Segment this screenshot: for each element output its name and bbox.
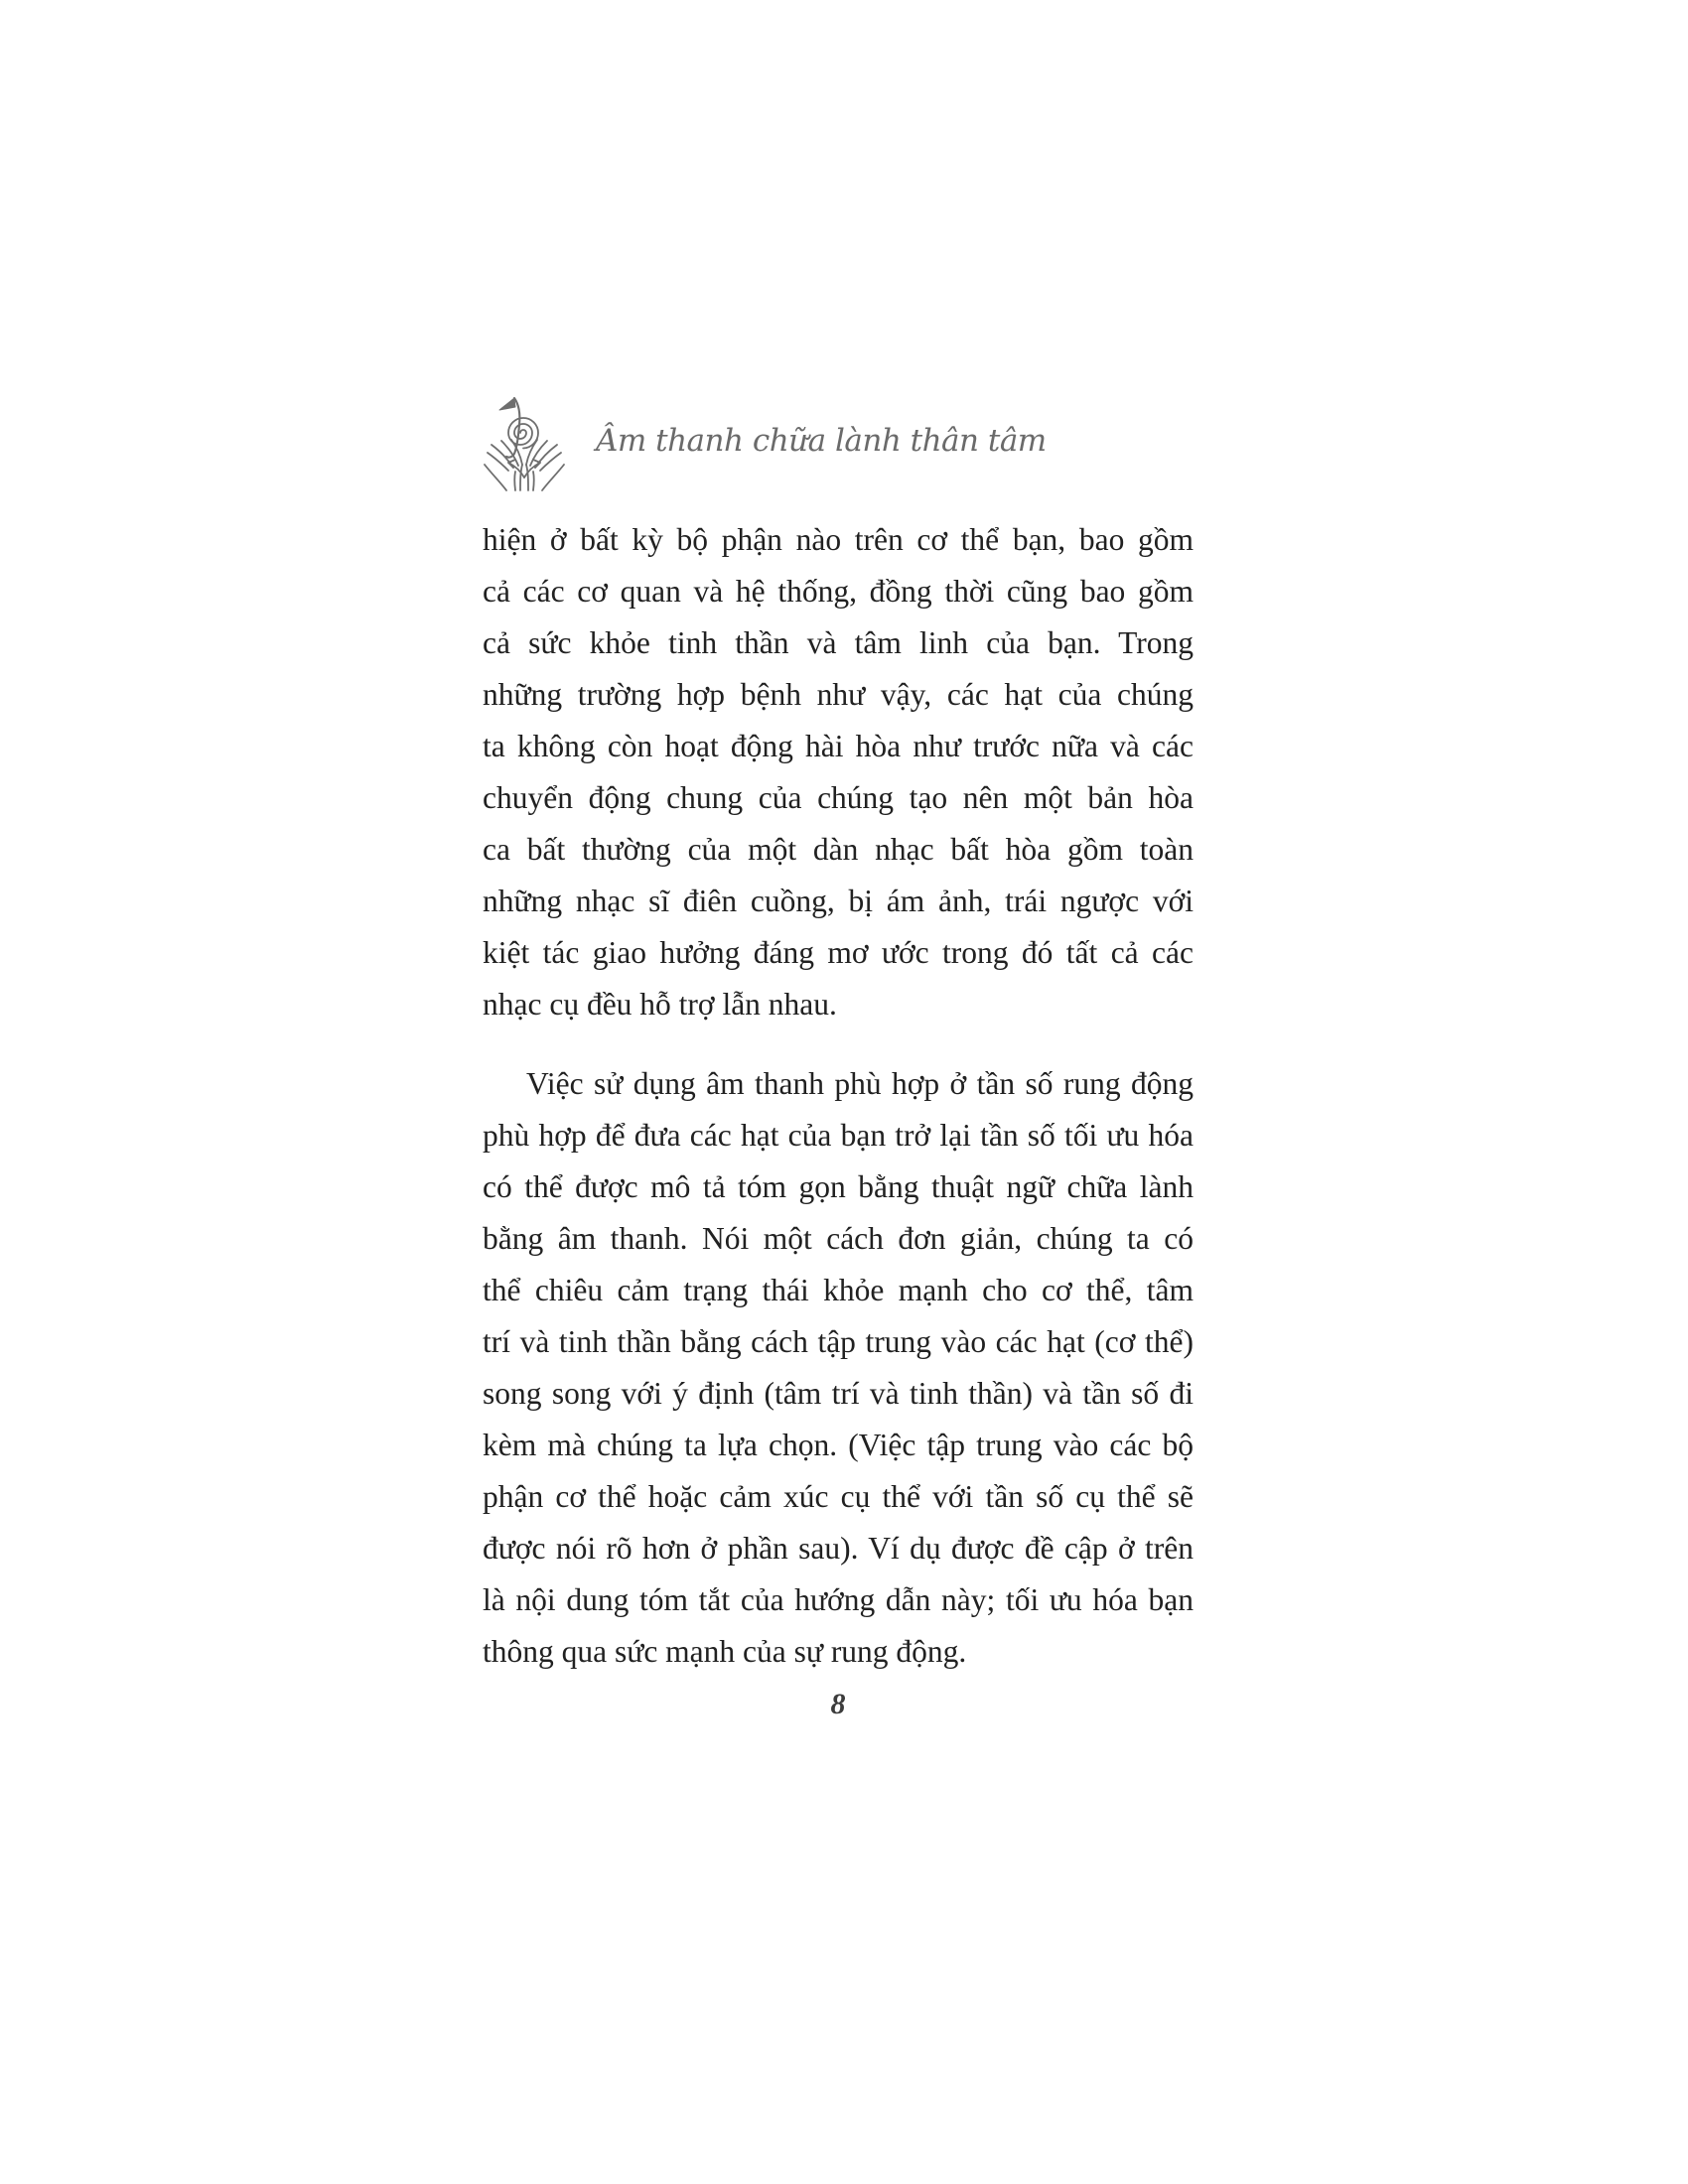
text-line: song song với ý định (tâm trí và tinh thần) và tần số đi <box>483 1376 1194 1411</box>
text-line: ta không còn hoạt động hài hòa như trước nữa và các <box>483 729 1194 763</box>
text-line: những nhạc sĩ điên cuồng, bị ám ảnh, trái ngược với <box>483 884 1194 918</box>
text-line: là nội dung tóm tắt của hướng dẫn này; tối ưu hóa bạn <box>483 1582 1194 1617</box>
text-line: trí và tinh thần bằng cách tập trung vào các hạt (cơ thể) <box>483 1324 1194 1359</box>
content-column <box>483 514 1194 1678</box>
text-line: thể chiêu cảm trạng thái khỏe mạnh cho cơ thể, tâm <box>483 1273 1194 1307</box>
text-line: phù hợp để đưa các hạt của bạn trở lại tần số tối ưu hóa <box>483 1118 1194 1153</box>
text-line: những trường hợp bệnh như vậy, các hạt của chúng <box>483 677 1194 712</box>
text-line: chuyển động chung của chúng tạo nên một bản hòa <box>483 780 1194 815</box>
text-line: bằng âm thanh. Nói một cách đơn giản, chúng ta có <box>483 1221 1194 1256</box>
text-line: nhạc cụ đều hỗ trợ lẫn nhau. <box>483 987 837 1022</box>
paragraph <box>483 514 1194 1030</box>
text-line: cả sức khỏe tinh thần và tâm linh của bạn. Trong <box>483 625 1194 660</box>
text-line: ca bất thường của một dàn nhạc bất hòa gồm toàn <box>483 832 1194 867</box>
text-line: phận cơ thể hoặc cảm xúc cụ thể với tần số cụ thể sẽ <box>483 1479 1194 1514</box>
running-head-title: Âm thanh chữa lành thân tâm <box>596 423 1047 459</box>
hands-spiral-note-logo-icon <box>465 383 584 497</box>
text-line: có thể được mô tả tóm gọn bằng thuật ngữ chữa lành <box>483 1169 1194 1204</box>
text-line: hiện ở bất kỳ bộ phận nào trên cơ thể bạn, bao gồm <box>483 522 1194 557</box>
text-line: kèm mà chúng ta lựa chọn. (Việc tập trung vào các bộ <box>483 1428 1194 1462</box>
paragraph <box>483 1058 1194 1678</box>
text-line: được nói rõ hơn ở phần sau). Ví dụ được đề cập ở trên <box>483 1531 1194 1566</box>
text-line: thông qua sức mạnh của sự rung động. <box>483 1634 967 1669</box>
text-line: Việc sử dụng âm thanh phù hợp ở tần số rung động <box>526 1066 1194 1101</box>
text-line: kiệt tác giao hưởng đáng mơ ước trong đó tất cả các <box>483 935 1194 970</box>
text-line: cả các cơ quan và hệ thống, đồng thời cũng bao gồm <box>483 574 1194 609</box>
page-number: 8 <box>830 1688 846 1720</box>
